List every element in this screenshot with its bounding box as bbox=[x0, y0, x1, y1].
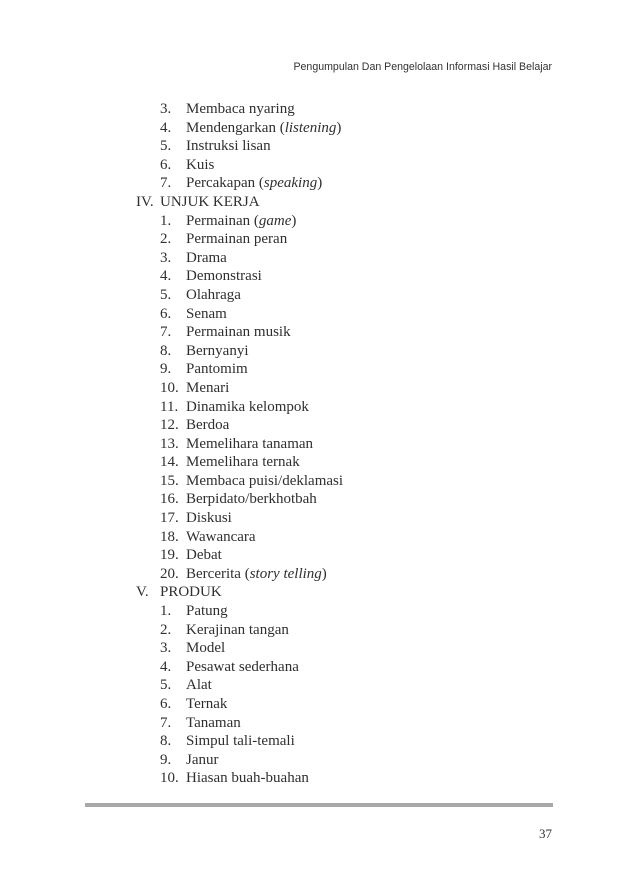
item-text-main: Pesawat sederhana bbox=[186, 658, 299, 675]
item-text-main: Model bbox=[186, 640, 226, 657]
list-item bbox=[0, 472, 638, 491]
item-number: 12. bbox=[160, 417, 179, 434]
item-text-main: Membaca nyaring bbox=[186, 101, 295, 117]
list-item bbox=[0, 249, 638, 268]
item-text bbox=[160, 193, 260, 212]
item-number: 1. bbox=[160, 603, 172, 620]
item-text bbox=[186, 546, 222, 565]
item-number: IV. bbox=[136, 193, 154, 210]
item-text-main: Diskusi bbox=[186, 510, 232, 527]
item-text bbox=[186, 249, 227, 268]
item-text-main: Bercerita ( bbox=[186, 565, 250, 582]
item-text-main: Pantomim bbox=[186, 361, 248, 378]
item-number: 7. bbox=[160, 714, 172, 731]
item-text bbox=[186, 119, 341, 138]
item-text-italic: listening bbox=[284, 119, 337, 136]
item-number: 9. bbox=[160, 751, 172, 768]
item-text bbox=[160, 583, 222, 602]
item-number: 1. bbox=[160, 212, 172, 229]
item-number: 16. bbox=[160, 491, 179, 508]
item-text bbox=[186, 230, 287, 249]
list-item bbox=[0, 751, 638, 770]
item-number: 8. bbox=[160, 733, 172, 750]
item-text bbox=[186, 602, 228, 621]
item-text-main: Permainan peran bbox=[186, 231, 288, 248]
item-text bbox=[186, 490, 317, 509]
item-text-main: Ternak bbox=[186, 696, 228, 712]
list-item bbox=[0, 528, 638, 547]
item-text-main: Bernyanyi bbox=[186, 342, 249, 359]
item-text-main: Patung bbox=[186, 603, 228, 620]
list-item bbox=[0, 286, 638, 305]
list-item bbox=[0, 639, 638, 658]
item-text-main: Percakapan ( bbox=[186, 175, 264, 192]
list-item bbox=[0, 565, 638, 584]
item-text bbox=[186, 100, 295, 119]
item-number: V. bbox=[136, 584, 149, 601]
list-item bbox=[0, 695, 638, 714]
item-text-main: Demonstrasi bbox=[186, 268, 262, 285]
list-item bbox=[0, 342, 638, 361]
item-text-after: ) bbox=[291, 212, 297, 229]
list-item bbox=[0, 230, 638, 249]
item-text-main: Drama bbox=[186, 249, 227, 266]
list-item bbox=[0, 509, 638, 528]
item-number: 6. bbox=[160, 696, 172, 712]
item-number: 13. bbox=[160, 435, 179, 452]
item-number: 3. bbox=[160, 101, 172, 117]
item-text-main: Wawancara bbox=[186, 528, 256, 545]
item-text bbox=[186, 398, 309, 417]
item-text-italic: game bbox=[258, 212, 292, 229]
item-text-main: Menari bbox=[186, 379, 230, 396]
item-number: 5. bbox=[160, 677, 172, 694]
item-number: 2. bbox=[160, 231, 172, 248]
item-text bbox=[186, 305, 227, 324]
item-text bbox=[186, 137, 271, 156]
item-text bbox=[186, 732, 295, 751]
item-number: 7. bbox=[160, 324, 172, 341]
list-item bbox=[0, 658, 638, 677]
item-text-main: PRODUK bbox=[160, 584, 222, 601]
item-text-main: Tanaman bbox=[186, 714, 241, 731]
footer-rule bbox=[85, 803, 553, 807]
list-item bbox=[0, 453, 638, 472]
list-item bbox=[0, 156, 638, 175]
item-text-main: Olahraga bbox=[186, 286, 241, 303]
item-text-main: Memelihara tanaman bbox=[186, 435, 314, 452]
item-text bbox=[186, 453, 300, 472]
item-text-italic: speaking bbox=[263, 175, 318, 192]
item-text bbox=[186, 286, 241, 305]
item-text bbox=[186, 360, 248, 379]
item-text bbox=[186, 676, 212, 695]
item-text-main: Instruksi lisan bbox=[186, 138, 271, 155]
list-item bbox=[0, 379, 638, 398]
section-heading bbox=[0, 583, 638, 602]
item-text-main: Simpul tali-temali bbox=[186, 733, 295, 750]
list-item bbox=[0, 732, 638, 751]
list-item bbox=[0, 360, 638, 379]
item-text-after: ) bbox=[321, 565, 327, 582]
item-number: 3. bbox=[160, 640, 172, 657]
item-number: 20. bbox=[160, 565, 179, 582]
item-text-main: Debat bbox=[186, 547, 222, 564]
item-text bbox=[186, 751, 219, 770]
item-text bbox=[186, 639, 225, 658]
item-text-main: Janur bbox=[186, 751, 219, 768]
item-text bbox=[186, 658, 299, 677]
item-text bbox=[186, 565, 327, 584]
item-text-main: Dinamika kelompok bbox=[186, 398, 309, 415]
item-text-main: Kerajinan tangan bbox=[186, 621, 289, 638]
item-text-after: ) bbox=[317, 175, 323, 192]
item-number: 6. bbox=[160, 305, 172, 322]
list-item bbox=[0, 137, 638, 156]
list-item bbox=[0, 416, 638, 435]
list-item bbox=[0, 305, 638, 324]
item-text bbox=[186, 509, 232, 528]
item-text bbox=[186, 714, 241, 733]
item-text-main: UNJUK KERJA bbox=[160, 193, 260, 210]
item-text-main: Permainan musik bbox=[186, 324, 291, 341]
item-text-main: Membaca puisi/deklamasi bbox=[186, 472, 344, 489]
page-number: 37 bbox=[539, 826, 552, 841]
list-item bbox=[0, 398, 638, 417]
item-text-main: Berpidato/berkhotbah bbox=[186, 491, 317, 508]
item-number: 3. bbox=[160, 249, 172, 266]
item-text-main: Memelihara ternak bbox=[186, 454, 300, 471]
list-item bbox=[0, 119, 638, 138]
list-item bbox=[0, 100, 638, 119]
item-text-main: Hiasan buah-buahan bbox=[186, 770, 309, 787]
item-number: 10. bbox=[160, 770, 179, 787]
item-text bbox=[186, 472, 343, 491]
item-text-main: Senam bbox=[186, 305, 227, 322]
item-number: 11. bbox=[160, 398, 179, 415]
item-text bbox=[186, 435, 313, 454]
item-text-main: Mendengarkan ( bbox=[186, 119, 285, 136]
list-item bbox=[0, 323, 638, 342]
item-number: 2. bbox=[160, 621, 172, 638]
item-text bbox=[186, 342, 248, 361]
assessment-list bbox=[0, 100, 638, 788]
item-text bbox=[186, 379, 229, 398]
item-text bbox=[186, 416, 229, 435]
item-number: 5. bbox=[160, 286, 172, 303]
list-item bbox=[0, 546, 638, 565]
item-text bbox=[186, 212, 296, 231]
item-text bbox=[186, 156, 214, 175]
item-number: 9. bbox=[160, 361, 172, 378]
item-text-italic: story telling bbox=[249, 565, 322, 582]
list-item bbox=[0, 435, 638, 454]
item-text-after: ) bbox=[336, 119, 342, 136]
list-item bbox=[0, 212, 638, 231]
item-number: 4. bbox=[160, 119, 172, 136]
item-text bbox=[186, 267, 262, 286]
item-number: 14. bbox=[160, 454, 179, 471]
item-text bbox=[186, 323, 291, 342]
item-number: 10. bbox=[160, 379, 179, 396]
item-number: 6. bbox=[160, 156, 172, 173]
item-number: 19. bbox=[160, 547, 179, 564]
item-text-main: Permainan ( bbox=[186, 212, 259, 229]
list-item bbox=[0, 490, 638, 509]
item-number: 15. bbox=[160, 472, 179, 489]
item-number: 7. bbox=[160, 175, 172, 192]
section-heading bbox=[0, 193, 638, 212]
item-text bbox=[186, 174, 322, 193]
item-number: 8. bbox=[160, 342, 172, 359]
running-header: Pengumpulan Dan Pengelolaan Informasi Hasil Belajar bbox=[293, 61, 552, 73]
list-item bbox=[0, 769, 638, 788]
item-text-main: Kuis bbox=[186, 156, 215, 173]
list-item bbox=[0, 602, 638, 621]
item-number: 18. bbox=[160, 528, 179, 545]
list-item bbox=[0, 621, 638, 640]
item-text bbox=[186, 621, 289, 640]
item-text bbox=[186, 769, 309, 788]
item-number: 4. bbox=[160, 268, 172, 285]
item-text-main: Berdoa bbox=[186, 417, 230, 434]
item-number: 4. bbox=[160, 658, 172, 675]
list-item bbox=[0, 714, 638, 733]
list-item bbox=[0, 267, 638, 286]
item-number: 17. bbox=[160, 510, 179, 527]
list-item bbox=[0, 174, 638, 193]
item-number: 5. bbox=[160, 138, 172, 155]
list-item bbox=[0, 676, 638, 695]
item-text bbox=[186, 528, 256, 547]
item-text-main: Alat bbox=[186, 677, 212, 694]
item-text bbox=[186, 695, 227, 714]
